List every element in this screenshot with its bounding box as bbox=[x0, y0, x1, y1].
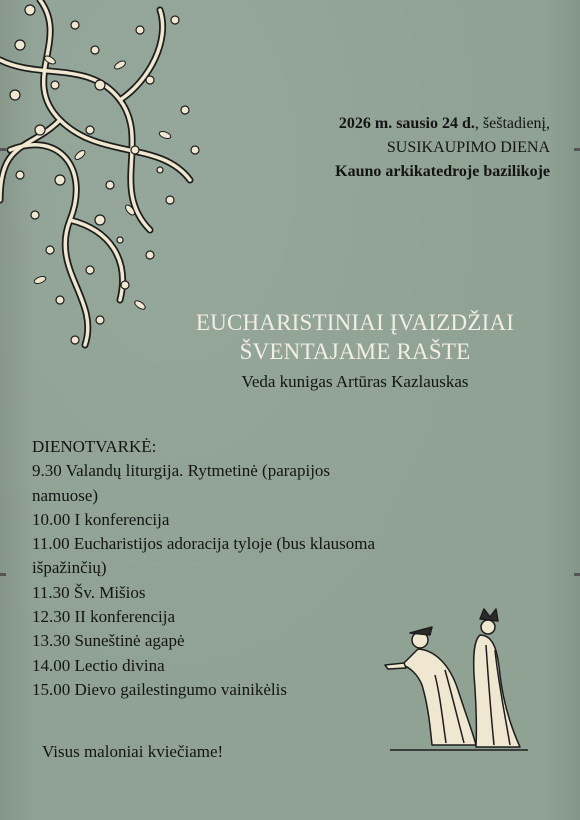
agenda-line: 15.00 Dievo gailestingumo vainikėlis bbox=[32, 679, 287, 699]
vine-illustration bbox=[0, 0, 215, 360]
date-bold: 2026 m. sausio 24 d. bbox=[338, 115, 475, 132]
agenda-line: 10.00 I konferencija bbox=[32, 509, 170, 529]
invitation-text: Visus maloniai kviečiame! bbox=[42, 742, 224, 761]
date-weekday: , šeštadienį, bbox=[474, 115, 550, 132]
agenda-line: 11.30 Šv. Mišios bbox=[32, 582, 146, 602]
event-title bbox=[150, 308, 560, 366]
agenda-line: 11.00 Eucharistijos adoracija tyloje (bus klausoma bbox=[32, 534, 376, 554]
agenda-heading: DIENOTVARKĖ: bbox=[32, 437, 157, 456]
event-name: SUSIKAUPIMO DIENA bbox=[386, 139, 550, 156]
binding-mark bbox=[574, 148, 580, 151]
agenda-line: 14.00 Lectio divina bbox=[32, 655, 165, 675]
agenda-line: 13.30 Suneštinė agapė bbox=[32, 631, 185, 651]
figures-illustration bbox=[380, 605, 530, 755]
agenda-line: 12.30 II konferencija bbox=[32, 607, 176, 627]
event-location: Kauno arkikatedroje bazilikoje bbox=[335, 163, 550, 180]
binding-mark bbox=[0, 573, 6, 576]
agenda-line: išpažinčių) bbox=[32, 558, 107, 578]
title-line-1: EUCHARISTINIAI ĮVAIZDŽIAI bbox=[195, 310, 515, 335]
agenda-line: namuose) bbox=[32, 485, 99, 505]
agenda-line: 9.30 Valandų liturgija. Rytmetinė (parapijos bbox=[32, 461, 331, 481]
binding-mark bbox=[574, 573, 580, 576]
title-line-2: ŠVENTAJAME RAŠTE bbox=[239, 339, 471, 364]
event-header bbox=[230, 112, 550, 184]
event-leader: Veda kunigas Artūras Kazlauskas bbox=[241, 372, 469, 391]
event-date bbox=[230, 112, 550, 136]
binding-mark bbox=[0, 148, 6, 151]
